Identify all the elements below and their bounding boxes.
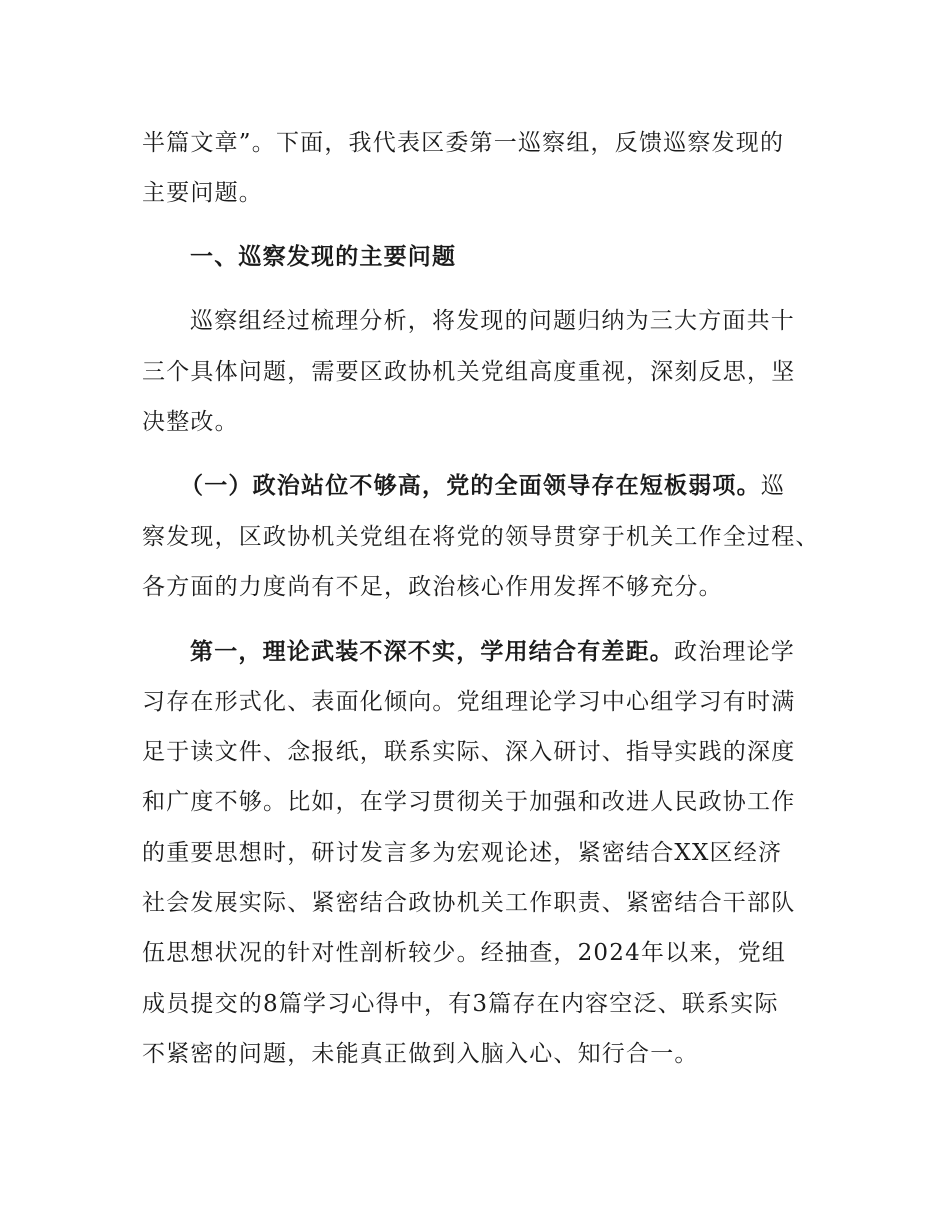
paragraph-line: 半篇文章”。下面，我代表区委第一巡察组，反馈巡察发现的 [142,130,785,156]
paragraph-line: 足于读文件、念报纸，联系实际、深入研讨、指导实践的深度 [142,739,796,765]
paragraph-line: 三个具体问题，需要区政协机关党组高度重视，深刻反思，坚 [142,359,796,385]
paragraph-line: 成员提交的8篇学习心得中，有3篇存在内容空泛、联系实际 [142,991,779,1017]
paragraph-line: 习存在形式化、表面化倾向。党组理论学习中心组学习有时满 [142,689,796,715]
subsection-heading: （一）政治站位不够高，党的全面领导存在短板弱项。 [180,473,761,499]
paragraph-line [180,471,785,501]
point-heading: 第一，理论武装不深不实，学用结合有差距。 [190,639,674,665]
paragraph-line: 决整改。 [142,409,239,435]
paragraph-line: 社会发展实际、紧密结合政协机关工作职责、紧密结合干部队 [142,890,796,916]
paragraph-line: 察发现，区政协机关党组在将党的领导贯穿于机关工作全过程、 [142,524,820,550]
paragraph-line: 的重要思想时，研讨发言多为宏观论述，紧密结合XX区经济 [142,840,783,866]
paragraph-line: 巡察组经过梳理分析，将发现的问题归纳为三大方面共十 [190,308,795,334]
paragraph-line: 主要问题。 [142,180,263,206]
paragraph-line: 各方面的力度尚有不足，政治核心作用发挥不够充分。 [142,574,723,600]
section-heading: 一、巡察发现的主要问题 [190,244,457,270]
paragraph-line: 伍思想状况的针对性剖析较少。经抽查，2024年以来，党组 [142,940,787,966]
paragraph-line [190,637,795,667]
paragraph-line: 和广度不够。比如，在学习贯彻关于加强和改进人民政协工作 [142,789,796,815]
paragraph-text: 政治理论学 [674,639,795,665]
paragraph-line: 不紧密的问题，未能真正做到入脑入心、知行合一。 [142,1041,699,1067]
paragraph-text: 巡 [760,473,786,499]
